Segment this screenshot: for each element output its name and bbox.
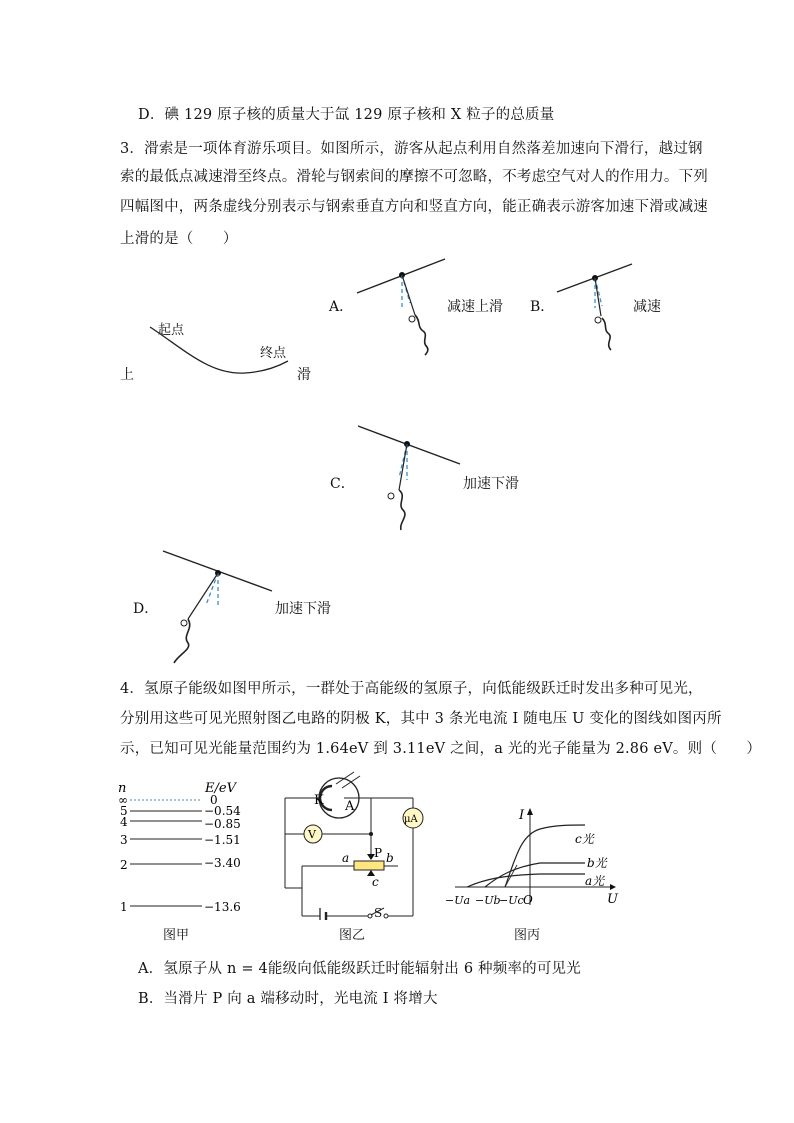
fig-yi-caption: 图乙 <box>339 928 366 943</box>
u-label: U <box>607 892 618 907</box>
option-c-caption: 加速下滑 <box>463 476 519 492</box>
switch-label: S <box>374 906 383 920</box>
n-axis-label: n <box>118 781 127 796</box>
svg-text:3: 3 <box>120 833 128 847</box>
curve-c-label: c光 <box>575 832 594 846</box>
svg-text:−0.54: −0.54 <box>204 804 241 818</box>
level-1 <box>120 900 241 914</box>
option-a-caption: 减速上滑 <box>447 299 503 315</box>
option-c-letter: C． <box>330 476 355 492</box>
svg-text:2: 2 <box>120 858 128 872</box>
svg-text:−0.85: −0.85 <box>204 817 241 831</box>
i-label: I <box>519 808 525 823</box>
q3-line-1: 3．滑索是一项体育游乐项目。如图所示，游客从起点利用自然落差加速向下滑行，越过钢 <box>120 141 703 157</box>
end-a-label: a <box>342 851 350 865</box>
tick-ua: −Ua <box>445 894 471 907</box>
fig-jia-energy-levels <box>110 778 260 923</box>
fig-yi-circuit <box>280 770 430 920</box>
fig-bing-caption: 图丙 <box>514 928 541 943</box>
anode-label: A <box>345 799 355 814</box>
level-4 <box>120 815 241 831</box>
curve-a <box>467 874 585 887</box>
c-label: c <box>372 875 379 889</box>
svg-text:5: 5 <box>120 804 128 818</box>
q4-line-2: 分别用这些可见光照射图乙电路的阴极 K，其中 3 条光电流 I 随电压 U 变化的图线如图丙所 <box>120 711 722 727</box>
level-5 <box>120 804 241 818</box>
curve-b-label: b光 <box>587 856 607 870</box>
q4-line-3: 示，已知可见光能量范围约为 1.64eV 到 3.11eV 之间，a 光的光子能量为 2.86 eV。则（ ） <box>120 741 762 757</box>
rheostat <box>354 861 384 870</box>
option-d-letter: D． <box>133 601 159 617</box>
q3-line-2: 索的最低点减速滑至终点。滑轮与钢索间的摩擦不可忽略，不考虑空气对人的作用力。下列 <box>120 169 708 185</box>
svg-text:0: 0 <box>210 793 218 807</box>
start-label: 起点 <box>158 323 185 338</box>
option-a-letter: A． <box>329 299 354 315</box>
origin-label: O <box>523 893 533 907</box>
q3-line-3: 四幅图中，两条虚线分别表示与钢索垂直方向和竖直方向，能正确表示游客加速下滑或减速 <box>120 199 708 215</box>
curve-a-label: a光 <box>585 874 605 888</box>
q4-line-1: 4．氢原子能级如图甲所示，一群处于高能级的氢原子，向低能级跃迁时发出多种可见光， <box>120 681 703 697</box>
level-2 <box>120 856 241 872</box>
option-b-figure <box>555 260 635 355</box>
svg-text:1: 1 <box>120 900 128 914</box>
svg-text:∞: ∞ <box>118 793 128 807</box>
option-c-figure <box>355 422 465 540</box>
cathode-label: K <box>314 793 324 808</box>
fig-jia-caption: 图甲 <box>163 928 190 943</box>
tick-uc: −Uc <box>499 894 524 907</box>
svg-text:−3.40: −3.40 <box>204 856 241 870</box>
option-d-figure <box>160 545 275 670</box>
microammeter-label: μA <box>404 814 418 825</box>
end-b-label: b <box>386 851 394 865</box>
tick-ub: −Ub <box>475 894 501 907</box>
q4-option-a: A．氢原子从 n = 4能级向低能级跃迁时能辐射出 6 种频率的可见光 <box>138 961 581 977</box>
side-label-right: 滑 <box>297 367 311 383</box>
svg-text:−1.51: −1.51 <box>204 833 241 847</box>
level-inf <box>118 793 218 807</box>
q4-option-b: B．当滑片 P 向 a 端移动时，光电流 I 将增大 <box>138 991 438 1007</box>
option-b-caption: 减速 <box>633 299 661 315</box>
side-label-left: 上 <box>120 367 134 383</box>
q3-line-4: 上滑的是（ ） <box>120 231 238 247</box>
curve-c <box>505 825 585 887</box>
option-a-figure <box>355 255 450 360</box>
fig-bing-iu-graph <box>445 805 620 910</box>
svg-text:−13.6: −13.6 <box>204 900 241 914</box>
q2-option-d: D．碘 129 原子核的质量大于氙 129 原子核和 X 粒子的总质量 <box>138 107 555 123</box>
level-3 <box>120 833 241 847</box>
slider-label: P <box>374 846 383 860</box>
svg-text:4: 4 <box>120 815 128 829</box>
option-d-caption: 加速下滑 <box>275 601 331 617</box>
e-axis-label: E/eV <box>205 781 236 796</box>
curve-b <box>485 863 585 887</box>
end-label: 终点 <box>260 346 287 361</box>
option-b-letter: B． <box>530 299 555 315</box>
voltmeter-label: V <box>308 828 316 841</box>
